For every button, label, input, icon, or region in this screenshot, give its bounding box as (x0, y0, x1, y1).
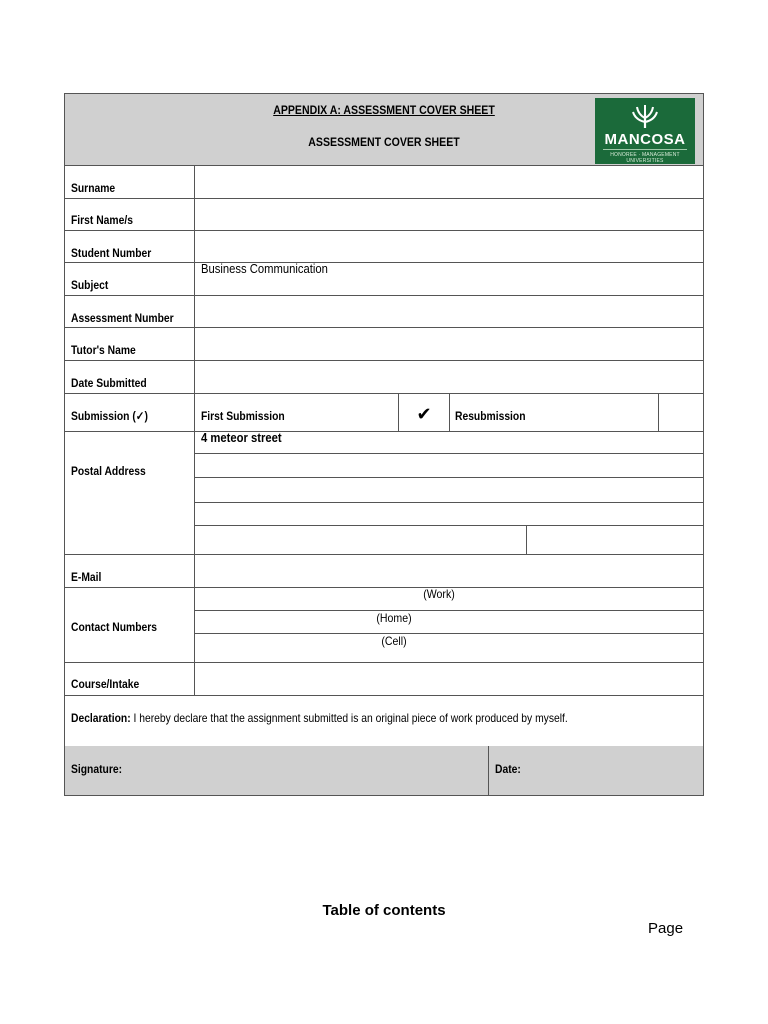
assessment-number-field[interactable] (195, 296, 703, 327)
toc-page-heading: Page (648, 920, 684, 937)
resubmission-checkbox[interactable] (659, 394, 703, 431)
postal-address-line-4[interactable] (195, 503, 703, 525)
course-intake-label: Course/Intake (71, 677, 140, 691)
signature-label: Signature: (71, 762, 123, 776)
cover-sheet-subtitle: ASSESSMENT COVER SHEET (308, 135, 460, 149)
postal-address-city[interactable] (195, 526, 526, 554)
date-label: Date: (495, 762, 521, 776)
first-names-label: First Name/s (71, 213, 133, 227)
postal-address-line-3[interactable] (195, 478, 703, 502)
tutor-name-field[interactable] (195, 328, 703, 360)
declaration-text: I hereby declare that the assignment submitted is an original piece of work produced by myself. (130, 711, 568, 725)
logo-tagline: HONOREE · MANAGEMENT UNIVERSITIES (610, 152, 680, 164)
postal-address-label: Postal Address (71, 464, 146, 478)
assessment-number-label: Assessment Number (71, 311, 174, 325)
first-submission-label: First Submission (201, 409, 285, 423)
surname-label: Surname (71, 181, 116, 195)
postal-address-line-2[interactable] (195, 454, 703, 477)
appendix-title: APPENDIX A: ASSESSMENT COVER SHEET (273, 103, 495, 117)
date-submitted-field[interactable] (195, 361, 703, 393)
email-label: E-Mail (71, 570, 102, 584)
course-intake-field[interactable] (195, 663, 703, 695)
postal-address-code[interactable] (527, 526, 703, 554)
first-names-field[interactable] (195, 199, 703, 230)
date-submitted-label: Date Submitted (71, 376, 147, 390)
resubmission-label: Resubmission (455, 409, 526, 423)
postal-address-line-1[interactable]: 4 meteor street (201, 431, 282, 445)
contact-numbers-label: Contact Numbers (71, 620, 158, 634)
assessment-cover-sheet (64, 93, 704, 796)
subject-field[interactable]: Business Communication (201, 262, 328, 276)
table-of-contents-title: Table of contents (322, 902, 446, 919)
first-submission-checkbox[interactable]: ✔ (416, 404, 432, 424)
logo-wordmark: MANCOSA (604, 131, 686, 148)
cover-sheet-header (65, 94, 703, 166)
home-number-field[interactable]: (Home) (376, 611, 412, 625)
student-number-label: Student Number (71, 246, 152, 260)
tutor-name-label: Tutor's Name (71, 343, 136, 357)
signature-row (65, 746, 703, 795)
logo-divider (603, 149, 687, 150)
submission-label: Submission (✓) (71, 409, 148, 423)
student-number-field[interactable] (195, 231, 703, 262)
subject-label: Subject (71, 278, 109, 292)
declaration-label: Declaration: (71, 711, 131, 725)
cell-number-field[interactable]: (Cell) (381, 634, 407, 648)
surname-field[interactable] (195, 167, 703, 198)
declaration-statement (71, 711, 568, 725)
work-number-field[interactable]: (Work) (423, 587, 455, 601)
mancosa-logo (595, 98, 695, 164)
mancosa-logo-icon (631, 104, 659, 130)
signature-field[interactable] (155, 746, 485, 795)
date-field[interactable] (535, 746, 703, 795)
email-field[interactable] (195, 555, 703, 587)
